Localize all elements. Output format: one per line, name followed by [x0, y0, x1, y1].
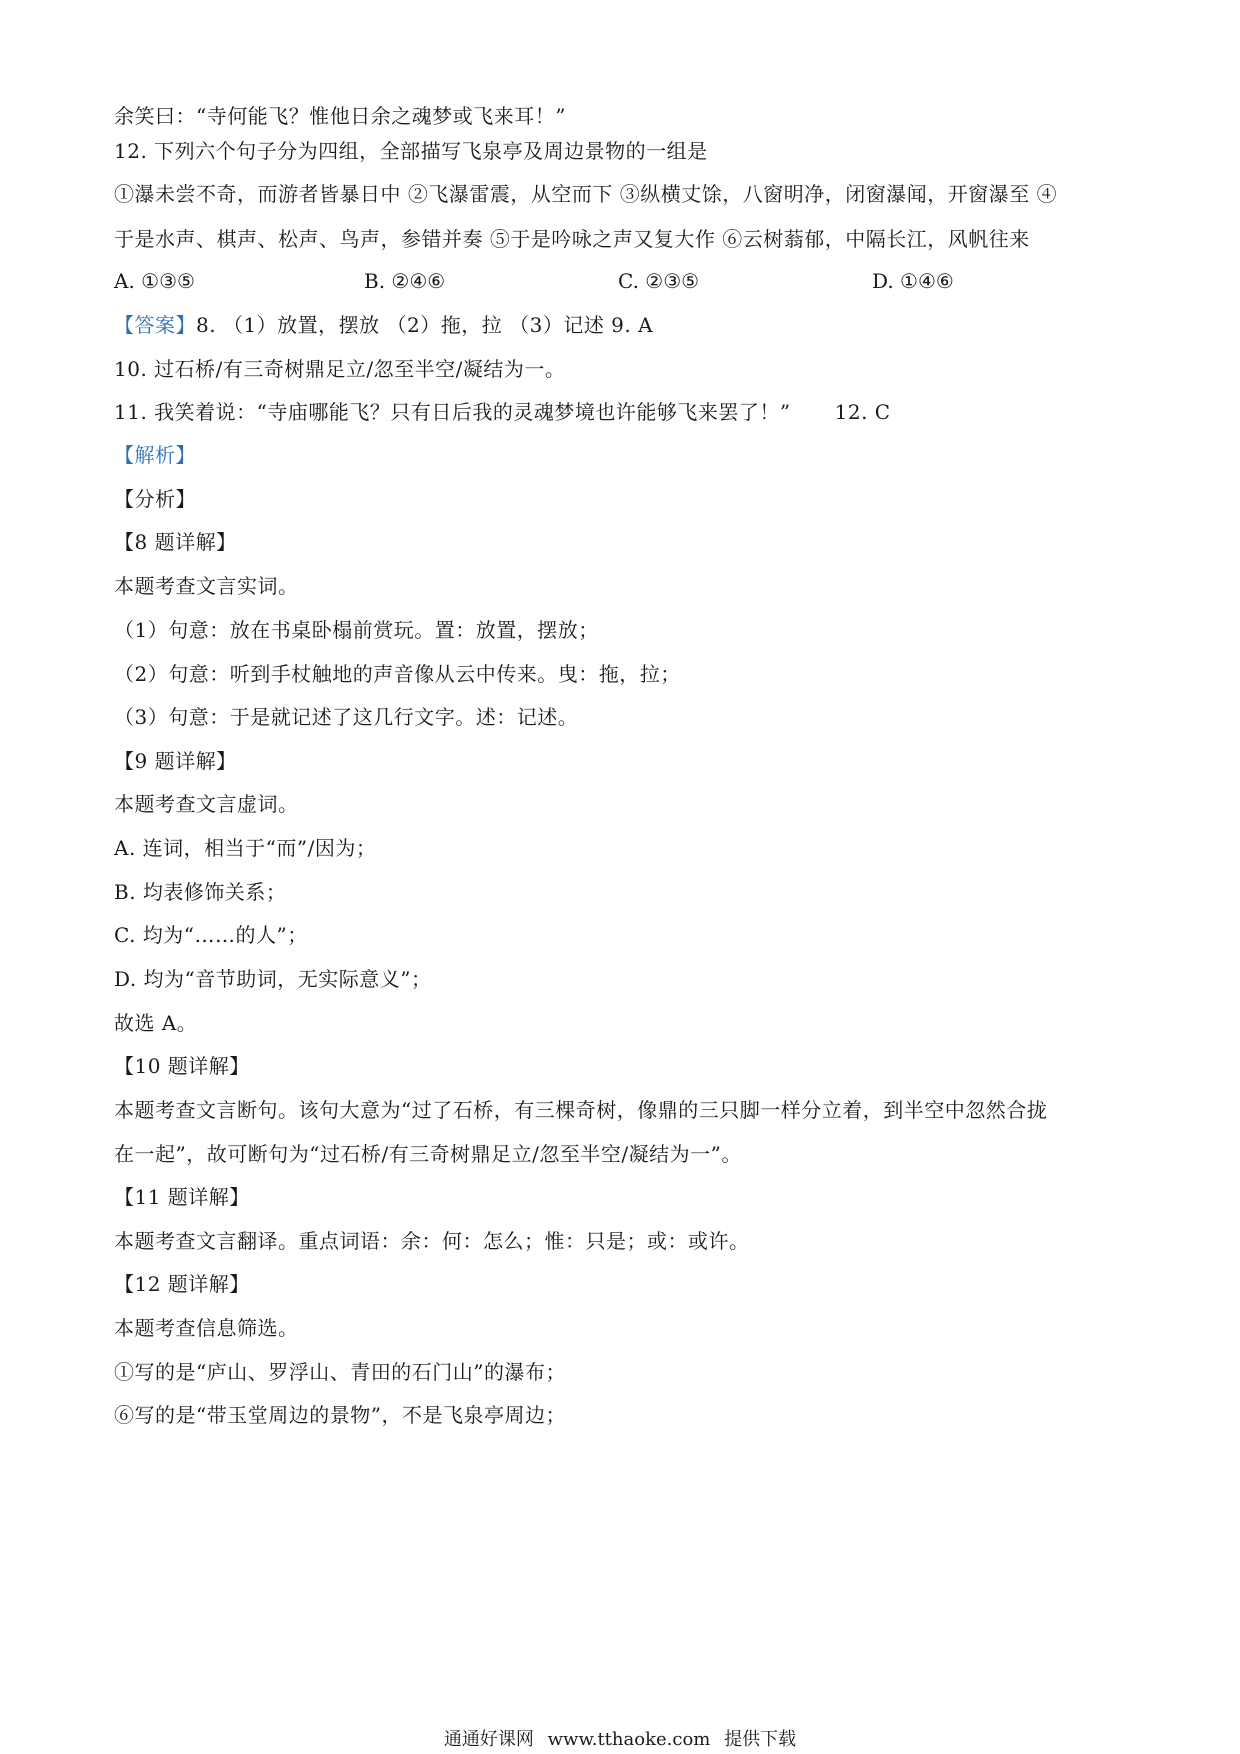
text-line: D. 均为“音节助词，无实际意义”； — [114, 967, 432, 991]
text-line: 故选 A。 — [114, 1011, 198, 1035]
analysis-tag: 【解析】 — [114, 443, 196, 467]
section-heading: 【11 题详解】 — [114, 1185, 250, 1209]
footer-url-link[interactable]: www.tthaoke.com — [547, 1729, 711, 1750]
text-line: 10. 过石桥/有三奇树鼎足立/忽至半空/凝结为一。 — [114, 357, 566, 381]
text-line: 本题考查文言翻译。重点词语：余：何：怎么；惟：只是；或：或许。 — [114, 1229, 750, 1253]
text-line: B. 均表修饰关系； — [114, 880, 287, 904]
section-heading: 【分析】 — [114, 487, 196, 511]
answer-11: 11. 我笑着说：“寺庙哪能飞？只有日后我的灵魂梦境也许能够飞来罢了！” — [114, 400, 791, 424]
text-line: 本题考查文言虚词。 — [114, 792, 299, 816]
answer-12: 12. C — [834, 400, 891, 424]
answer-line — [114, 311, 653, 339]
text-line: （2）句意：听到手杖触地的声音像从云中传来。曳：拖，拉； — [114, 662, 681, 686]
answer-tag: 【答案】 — [114, 313, 196, 337]
text-line: ⑥写的是“带玉堂周边的景物”，不是飞泉亭周边； — [114, 1403, 566, 1427]
section-heading: 【9 题详解】 — [114, 749, 237, 773]
page-footer — [0, 1728, 1240, 1752]
text-line: 余笑曰：“寺何能飞？惟他日余之魂梦或飞来耳！” — [114, 104, 566, 128]
option-d: D. ①④⑥ — [872, 269, 954, 293]
text-line: 本题考查文言实词。 — [114, 574, 299, 598]
section-heading: 【12 题详解】 — [114, 1272, 250, 1296]
question-12: 12. 下列六个句子分为四组，全部描写飞泉亭及周边景物的一组是 — [114, 139, 708, 163]
text-line: C. 均为“……的人”； — [114, 923, 308, 947]
text-line: ①写的是“庐山、罗浮山、青田的石门山”的瀑布； — [114, 1360, 566, 1384]
text-line: ①瀑未尝不奇，而游者皆暴日中 ②飞瀑雷震，从空而下 ③纵横丈馀，八窗明净，闭窗瀑闻，开窗瀑至 ④ — [114, 182, 1058, 206]
text-line: A. 连词，相当于“而”/因为； — [114, 836, 377, 860]
option-c: C. ②③⑤ — [618, 269, 700, 293]
section-heading: 【8 题详解】 — [114, 530, 237, 554]
option-b: B. ②④⑥ — [364, 269, 446, 293]
text-line: 在一起”，故可断句为“过石桥/有三奇树鼎足立/忽至半空/凝结为一”。 — [114, 1142, 742, 1166]
text-line: 于是水声、棋声、松声、鸟声，参错并奏 ⑤于是吟咏之声又复大作 ⑥云树蓊郁，中隔长江，风帆往来 — [114, 227, 1030, 251]
footer-suffix: 提供下载 — [724, 1729, 797, 1750]
text-line — [114, 398, 891, 426]
text-line: 本题考查文言断句。该句大意为“过了石桥，有三棵奇树，像鼎的三只脚一样分立着，到半空中忽然合拢 — [114, 1098, 1048, 1122]
text-line: 本题考查信息筛选。 — [114, 1316, 299, 1340]
text-line: （1）句意：放在书桌卧榻前赏玩。置：放置，摆放； — [114, 618, 599, 642]
section-heading: 【10 题详解】 — [114, 1054, 250, 1078]
footer-site-name: 通通好课网 — [443, 1729, 534, 1750]
option-a: A. ①③⑤ — [114, 269, 195, 293]
text-line: （3）句意：于是就记述了这几行文字。述：记述。 — [114, 705, 579, 729]
answer-text: 8. （1）放置，摆放 （2）拖，拉 （3）记述 9. A — [196, 313, 654, 337]
